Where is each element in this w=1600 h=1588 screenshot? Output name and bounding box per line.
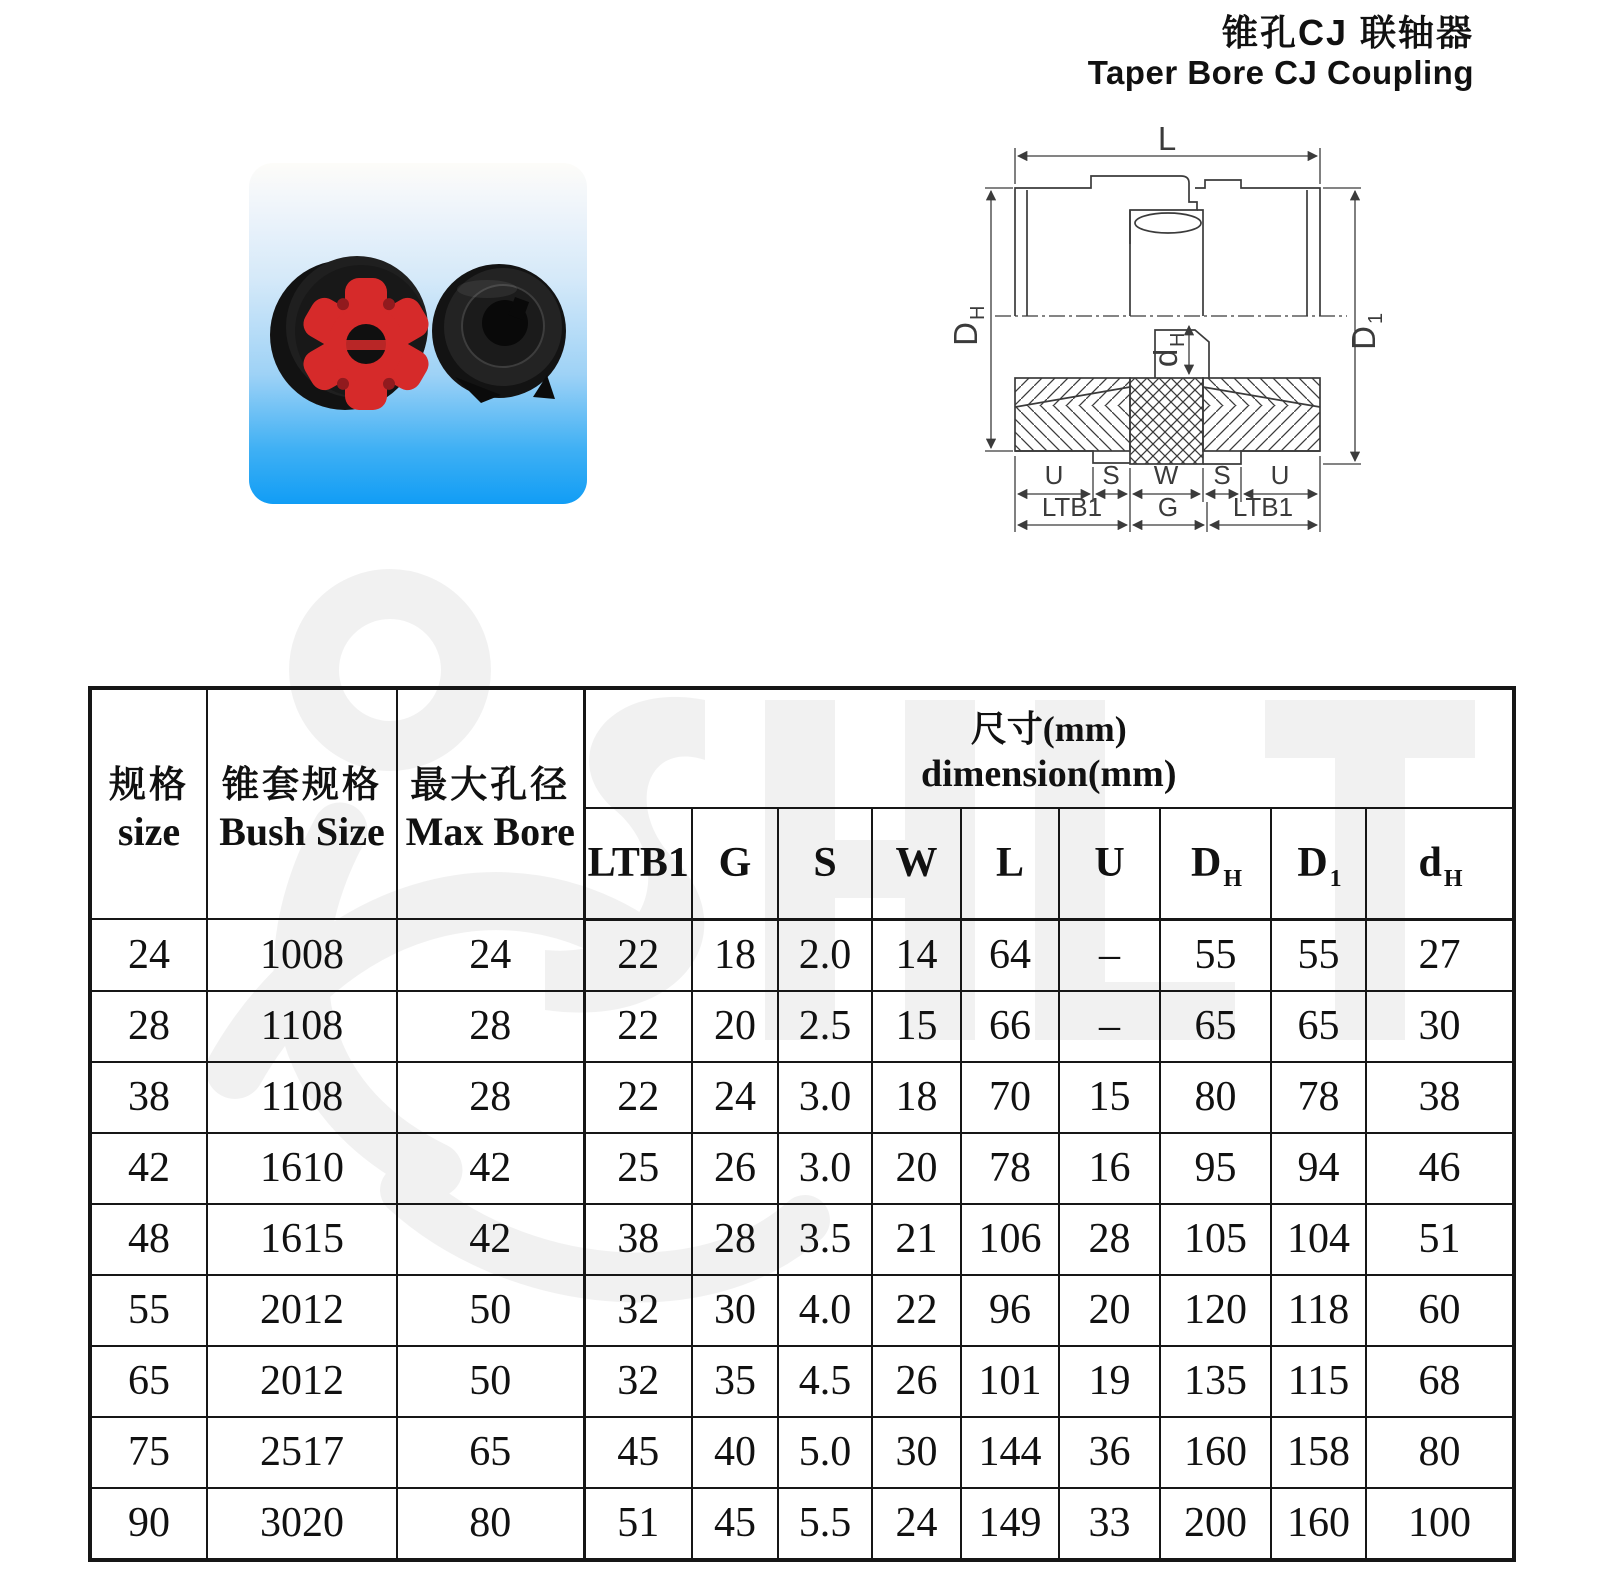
cell-r1-c1: 1108: [207, 991, 397, 1062]
cell-r2-c2: 28: [397, 1062, 584, 1133]
cell-r0-c5: 2.0: [778, 919, 872, 991]
cell-r8-c10: 160: [1271, 1488, 1366, 1560]
cell-r6-c6: 26: [872, 1346, 961, 1417]
cell-r2-c0: 38: [90, 1062, 207, 1133]
cell-r8-c3: 51: [584, 1488, 692, 1560]
cell-r7-c3: 45: [584, 1417, 692, 1488]
cell-r0-c1: 1008: [207, 919, 397, 991]
dim-label-LTB1-left: LTB1: [1041, 492, 1103, 522]
dim-label-dH: [1147, 333, 1189, 368]
cell-r3-c11: 46: [1366, 1133, 1514, 1204]
cell-r5-c10: 118: [1271, 1275, 1366, 1346]
cell-r7-c9: 160: [1160, 1417, 1271, 1488]
table-row-38: [90, 1062, 1514, 1133]
cell-r6-c1: 2012: [207, 1346, 397, 1417]
table-row-55: [90, 1275, 1514, 1346]
dim-label-U-right: U: [1270, 460, 1290, 490]
cell-r4-c7: 106: [961, 1204, 1059, 1275]
cell-r8-c6: 24: [872, 1488, 961, 1560]
technical-drawing: [943, 126, 1405, 550]
col-header-bush-zh: 锥套规格: [222, 764, 382, 806]
sub-header-u: U: [1059, 808, 1160, 919]
dim-label-S-left: S: [1102, 460, 1120, 490]
cell-r3-c1: 1610: [207, 1133, 397, 1204]
cell-r1-c2: 28: [397, 991, 584, 1062]
cell-r0-c11: 27: [1366, 919, 1514, 991]
cell-r3-c2: 42: [397, 1133, 584, 1204]
cell-r7-c5: 5.0: [778, 1417, 872, 1488]
cell-r6-c3: 32: [584, 1346, 692, 1417]
cell-r1-c11: 30: [1366, 991, 1514, 1062]
cell-r6-c0: 65: [90, 1346, 207, 1417]
cell-r0-c7: 64: [961, 919, 1059, 991]
cell-r6-c2: 50: [397, 1346, 584, 1417]
cell-r5-c9: 120: [1160, 1275, 1271, 1346]
spec-table-wrap: [88, 686, 1516, 1562]
cell-r8-c7: 149: [961, 1488, 1059, 1560]
cell-r5-c4: 30: [692, 1275, 778, 1346]
svg-text:D: D: [1345, 326, 1382, 350]
cell-r5-c8: 20: [1059, 1275, 1160, 1346]
spec-table: [88, 686, 1516, 1562]
cell-r6-c4: 35: [692, 1346, 778, 1417]
cell-r2-c3: 22: [584, 1062, 692, 1133]
cell-r7-c6: 30: [872, 1417, 961, 1488]
svg-text:1: 1: [1365, 312, 1387, 324]
cell-r2-c5: 3.0: [778, 1062, 872, 1133]
cell-r6-c5: 4.5: [778, 1346, 872, 1417]
cell-r5-c6: 22: [872, 1275, 961, 1346]
cell-r0-c0: 24: [90, 919, 207, 991]
cell-r0-c9: 55: [1160, 919, 1271, 991]
cell-r5-c11: 60: [1366, 1275, 1514, 1346]
cell-r7-c1: 2517: [207, 1417, 397, 1488]
dim-label-D1: [1345, 313, 1387, 350]
cell-r2-c11: 38: [1366, 1062, 1514, 1133]
cell-r2-c10: 78: [1271, 1062, 1366, 1133]
dim-label-L: L: [1157, 126, 1177, 157]
dim-label-G: G: [1157, 492, 1179, 522]
cell-r6-c10: 115: [1271, 1346, 1366, 1417]
page-title-zh: 锥孔CJ 联轴器: [1221, 12, 1474, 53]
table-row-42: [90, 1133, 1514, 1204]
cell-r0-c8: –: [1059, 919, 1160, 991]
cell-r7-c8: 36: [1059, 1417, 1160, 1488]
cell-r6-c11: 68: [1366, 1346, 1514, 1417]
cell-r2-c9: 80: [1160, 1062, 1271, 1133]
cell-r3-c3: 25: [584, 1133, 692, 1204]
dimension-header-en: dimension(mm): [921, 752, 1177, 795]
sub-header-w: W: [872, 808, 961, 919]
cell-r7-c7: 144: [961, 1417, 1059, 1488]
table-row-75: [90, 1417, 1514, 1488]
cell-r7-c11: 80: [1366, 1417, 1514, 1488]
cell-r6-c7: 101: [961, 1346, 1059, 1417]
cell-r5-c2: 50: [397, 1275, 584, 1346]
sub-header-s: S: [778, 808, 872, 919]
cell-r4-c9: 105: [1160, 1204, 1271, 1275]
cell-r8-c5: 5.5: [778, 1488, 872, 1560]
svg-text:D: D: [947, 322, 984, 346]
cell-r5-c7: 96: [961, 1275, 1059, 1346]
cell-r3-c5: 3.0: [778, 1133, 872, 1204]
sub-header-dh: $D_H$: [1160, 808, 1271, 919]
cell-r7-c10: 158: [1271, 1417, 1366, 1488]
dimension-group-header: [584, 688, 1514, 808]
cell-r3-c8: 16: [1059, 1133, 1160, 1204]
dim-label-S-right: S: [1213, 460, 1231, 490]
cell-r4-c0: 48: [90, 1204, 207, 1275]
table-row-48: [90, 1204, 1514, 1275]
cell-r4-c8: 28: [1059, 1204, 1160, 1275]
cell-r4-c11: 51: [1366, 1204, 1514, 1275]
col-header-maxbore-en: Max Bore: [405, 808, 575, 854]
cell-r3-c7: 78: [961, 1133, 1059, 1204]
cell-r7-c2: 65: [397, 1417, 584, 1488]
table-row-90: [90, 1488, 1514, 1560]
cell-r5-c3: 32: [584, 1275, 692, 1346]
cell-r0-c4: 18: [692, 919, 778, 991]
cell-r3-c10: 94: [1271, 1133, 1366, 1204]
cell-r4-c5: 3.5: [778, 1204, 872, 1275]
cell-r4-c4: 28: [692, 1204, 778, 1275]
cell-r8-c0: 90: [90, 1488, 207, 1560]
dim-label-W: W: [1153, 460, 1179, 490]
col-header-maxbore-zh: 最大孔径: [410, 764, 571, 806]
sub-header-ltb1: LTB1: [584, 808, 692, 919]
svg-text:H: H: [1167, 332, 1189, 347]
table-row-24: [90, 919, 1514, 991]
sub-header-dh: $d_H$: [1366, 808, 1514, 919]
cell-r4-c6: 21: [872, 1204, 961, 1275]
cell-r4-c10: 104: [1271, 1204, 1366, 1275]
cell-r1-c3: 22: [584, 991, 692, 1062]
cell-r7-c0: 75: [90, 1417, 207, 1488]
cell-r5-c1: 2012: [207, 1275, 397, 1346]
dim-label-LTB1-right: LTB1: [1232, 492, 1294, 522]
col-header-size: [90, 688, 207, 919]
table-row-65: [90, 1346, 1514, 1417]
cell-r0-c10: 55: [1271, 919, 1366, 991]
svg-text:H: H: [967, 305, 989, 320]
col-header-bush-size: [207, 688, 397, 919]
table-row-28: [90, 991, 1514, 1062]
svg-text:d: d: [1147, 348, 1184, 368]
cell-r1-c10: 65: [1271, 991, 1366, 1062]
cell-r3-c6: 20: [872, 1133, 961, 1204]
cell-r0-c3: 22: [584, 919, 692, 991]
cell-r2-c8: 15: [1059, 1062, 1160, 1133]
cell-r6-c9: 135: [1160, 1346, 1271, 1417]
cell-r8-c1: 3020: [207, 1488, 397, 1560]
col-header-size-zh: 规格: [109, 764, 189, 806]
cell-r4-c3: 38: [584, 1204, 692, 1275]
cell-r3-c4: 26: [692, 1133, 778, 1204]
product-photo: [249, 163, 587, 504]
col-header-max-bore: [397, 688, 584, 919]
cell-r1-c4: 20: [692, 991, 778, 1062]
cell-r2-c4: 24: [692, 1062, 778, 1133]
page-title-en: Taper Bore CJ Coupling: [1087, 54, 1474, 92]
cell-r8-c11: 100: [1366, 1488, 1514, 1560]
dim-label-U-left: U: [1044, 460, 1064, 490]
cell-r2-c7: 70: [961, 1062, 1059, 1133]
cell-r3-c0: 42: [90, 1133, 207, 1204]
cell-r7-c4: 40: [692, 1417, 778, 1488]
coupling-photo-graphic: [249, 163, 587, 504]
cell-r5-c5: 4.0: [778, 1275, 872, 1346]
cell-r8-c8: 33: [1059, 1488, 1160, 1560]
cell-r0-c6: 14: [872, 919, 961, 991]
sub-header-d1: $D_1$: [1271, 808, 1366, 919]
cell-r1-c0: 28: [90, 991, 207, 1062]
dimension-header-zh: 尺寸(mm): [970, 708, 1127, 749]
cell-r8-c4: 45: [692, 1488, 778, 1560]
cell-r8-c9: 200: [1160, 1488, 1271, 1560]
col-header-bush-en: Bush Size: [219, 808, 385, 854]
sub-header-g: G: [692, 808, 778, 919]
sub-header-l: L: [961, 808, 1059, 919]
cell-r4-c2: 42: [397, 1204, 584, 1275]
cell-r4-c1: 1615: [207, 1204, 397, 1275]
dim-label-DH: [947, 306, 989, 346]
cell-r2-c6: 18: [872, 1062, 961, 1133]
cell-r0-c2: 24: [397, 919, 584, 991]
cell-r3-c9: 95: [1160, 1133, 1271, 1204]
cell-r1-c5: 2.5: [778, 991, 872, 1062]
cell-r1-c7: 66: [961, 991, 1059, 1062]
cell-r2-c1: 1108: [207, 1062, 397, 1133]
cell-r8-c2: 80: [397, 1488, 584, 1560]
col-header-size-en: size: [117, 808, 181, 854]
cell-r1-c8: –: [1059, 991, 1160, 1062]
cell-r5-c0: 55: [90, 1275, 207, 1346]
cell-r1-c6: 15: [872, 991, 961, 1062]
cell-r6-c8: 19: [1059, 1346, 1160, 1417]
title-block: [1088, 12, 1474, 93]
cell-r1-c9: 65: [1160, 991, 1271, 1062]
